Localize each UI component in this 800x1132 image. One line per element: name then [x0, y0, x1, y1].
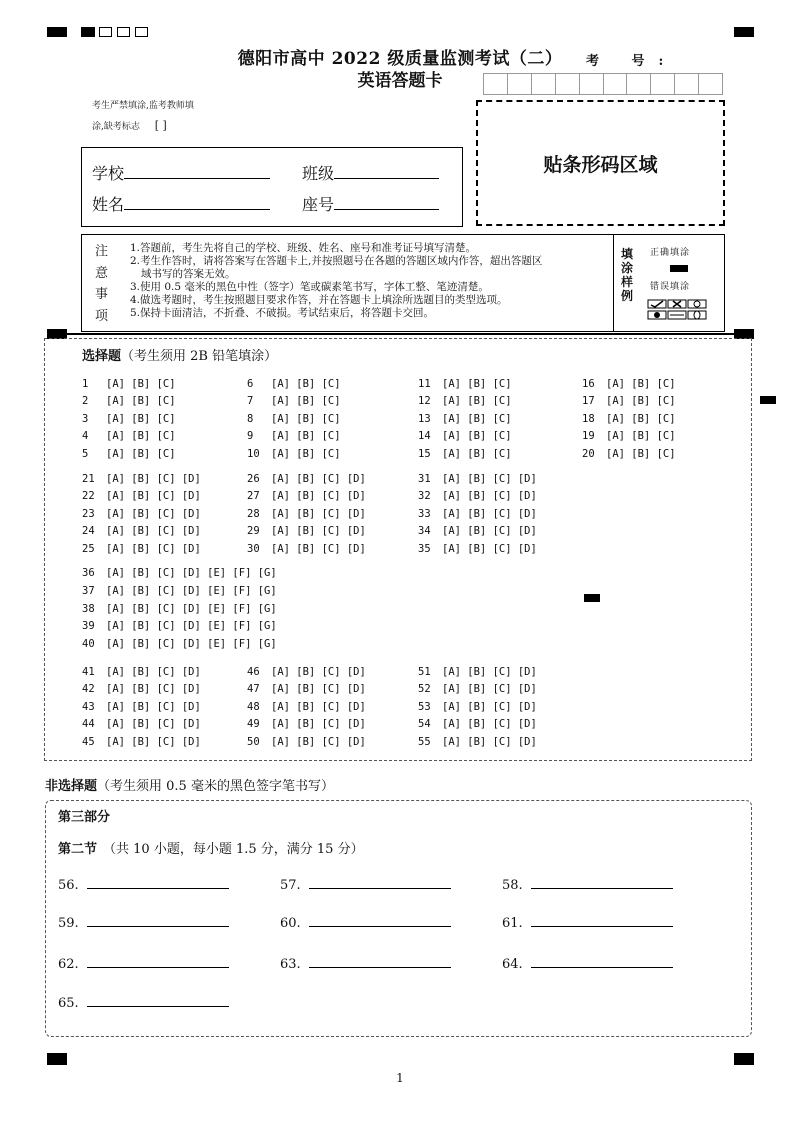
question-number: 50	[247, 735, 260, 748]
answer-options[interactable]: [A] [B] [C] [D]	[271, 507, 366, 520]
question-number: 33	[418, 507, 431, 520]
answer-options[interactable]: [A] [B] [C]	[106, 430, 176, 443]
choice-question-30[interactable]	[247, 543, 366, 555]
blank-line[interactable]	[309, 876, 451, 889]
question-number: 43	[82, 700, 95, 713]
answer-blank-63[interactable]	[280, 955, 451, 972]
blank-number: 63.	[280, 957, 301, 972]
blank-line[interactable]	[309, 914, 451, 927]
choice-question-45[interactable]	[82, 736, 201, 748]
answer-options[interactable]: [A] [B] [C] [D]	[442, 490, 537, 503]
question-number: 53	[418, 700, 431, 713]
blank-number: 62.	[58, 957, 79, 972]
exam-number-label: 考 号:	[586, 54, 678, 69]
answer-options[interactable]: [A] [B] [C]	[106, 378, 176, 390]
student-info-box	[81, 147, 463, 227]
question-number: 31	[418, 473, 431, 485]
choice-question-50[interactable]	[247, 736, 366, 748]
choice-question-41[interactable]	[82, 666, 201, 678]
blank-number: 59.	[58, 916, 79, 931]
question-number: 37	[82, 584, 95, 597]
barcode-area[interactable]	[476, 100, 725, 226]
answer-options[interactable]: [A] [B] [C] [D]	[271, 525, 366, 538]
correct-fill-icon	[670, 265, 688, 272]
barcode-label: 贴条形码区域	[543, 153, 658, 176]
choice-question-5[interactable]	[82, 448, 176, 460]
question-number: 15	[418, 447, 431, 460]
answer-options[interactable]: [A] [B] [C] [D]	[442, 700, 537, 713]
question-number: 30	[247, 542, 260, 555]
answer-options[interactable]: [A] [B] [C] [D] [E] [F] [G]	[106, 584, 277, 597]
answer-options[interactable]: [A] [B] [C]	[271, 378, 341, 390]
timing-mark	[47, 1053, 67, 1065]
question-number: 19	[582, 430, 595, 443]
blank-number: 56.	[58, 878, 79, 893]
answer-options[interactable]: [A] [B] [C]	[606, 447, 676, 460]
note-item: 1.答题前，考生先将自己的学校、班级、姓名、座号和准考证号填写清楚。	[130, 242, 477, 254]
choice-question-48[interactable]	[247, 701, 366, 713]
question-number: 48	[247, 700, 260, 713]
page-number: 1	[396, 1071, 404, 1085]
question-number: 34	[418, 525, 431, 538]
question-number: 26	[247, 473, 260, 485]
choice-question-18[interactable]	[582, 413, 676, 425]
answer-blank-65[interactable]	[58, 994, 229, 1011]
fill-example-panel	[613, 235, 724, 331]
notes-box	[81, 234, 725, 332]
question-number: 2	[82, 395, 89, 408]
answer-options[interactable]: [A] [B] [C] [D]	[442, 735, 537, 748]
notes-heading: 注 意 事 项	[95, 244, 109, 324]
question-number: 13	[418, 412, 431, 425]
question-number: 25	[82, 542, 95, 555]
answer-options[interactable]: [A] [B] [C]	[271, 395, 341, 408]
answer-options[interactable]: [A] [B] [C]	[106, 412, 176, 425]
answer-options[interactable]: [A] [B] [C]	[106, 447, 176, 460]
answer-options[interactable]: [A] [B] [C] [D]	[442, 718, 537, 731]
choice-question-52[interactable]	[418, 683, 537, 695]
choice-question-40[interactable]	[82, 638, 277, 650]
question-number: 21	[82, 473, 95, 485]
blank-line[interactable]	[531, 876, 673, 889]
answer-options[interactable]: [A] [B] [C] [D]	[442, 666, 537, 678]
blank-line[interactable]	[87, 994, 229, 1007]
choice-question-44[interactable]	[82, 718, 201, 730]
choice-question-20[interactable]	[582, 448, 676, 460]
answer-options[interactable]: [A] [B] [C] [D]	[106, 718, 201, 731]
answer-options[interactable]: [A] [B] [C]	[271, 430, 341, 443]
seat-field[interactable]: 座号	[302, 192, 439, 215]
answer-options[interactable]: [A] [B] [C] [D]	[271, 542, 366, 555]
wrong-fill-label: 错误填涂	[650, 282, 691, 292]
choice-question-49[interactable]	[247, 718, 366, 730]
choice-question-29[interactable]	[247, 525, 366, 537]
question-number: 32	[418, 490, 431, 503]
absent-warning-line1: 考生严禁填涂,监考教师填	[92, 101, 194, 111]
choice-section-title: 选择题（考生须用 2B 铅笔填涂）	[82, 349, 278, 364]
question-number: 35	[418, 542, 431, 555]
question-number: 22	[82, 490, 95, 503]
choice-question-39[interactable]	[82, 620, 277, 632]
choice-question-55[interactable]	[418, 736, 537, 748]
blank-number: 60.	[280, 916, 301, 931]
choice-question-25[interactable]	[82, 543, 201, 555]
answer-blank-64[interactable]	[502, 955, 673, 972]
question-number: 44	[82, 718, 95, 731]
answer-options[interactable]: [A] [B] [C] [D]	[442, 525, 537, 538]
choice-question-3[interactable]	[82, 413, 176, 425]
answer-options[interactable]: [A] [B] [C] [D]	[106, 542, 201, 555]
timing-mark	[760, 396, 776, 404]
choice-question-21[interactable]	[82, 473, 201, 485]
question-number: 38	[82, 602, 95, 615]
question-number: 12	[418, 395, 431, 408]
school-field[interactable]: 学校	[92, 161, 270, 184]
choice-question-31[interactable]	[418, 473, 537, 485]
answer-options[interactable]: [A] [B] [C] [D] [E] [F] [G]	[106, 567, 277, 579]
choice-question-14[interactable]	[418, 430, 512, 442]
choice-question-1[interactable]	[82, 378, 176, 390]
exam-number-grid[interactable]	[483, 73, 723, 95]
answer-options[interactable]: [A] [B] [C]	[442, 447, 512, 460]
question-number: 36	[82, 567, 95, 579]
choice-question-22[interactable]	[82, 490, 201, 502]
choice-question-33[interactable]	[418, 508, 537, 520]
answer-options[interactable]: [A] [B] [C]	[442, 378, 512, 390]
choice-question-16[interactable]	[582, 378, 676, 390]
choice-question-26[interactable]	[247, 473, 366, 485]
answer-options[interactable]: [A] [B] [C] [D]	[106, 700, 201, 713]
question-number: 40	[82, 638, 95, 651]
answer-blank-59[interactable]	[58, 914, 229, 931]
choice-question-15[interactable]	[418, 448, 512, 460]
choice-question-27[interactable]	[247, 490, 366, 502]
blank-line[interactable]	[87, 876, 229, 889]
blank-line[interactable]	[531, 914, 673, 927]
fill-example-heading: 填 涂 样 例	[621, 247, 634, 303]
blank-line[interactable]	[531, 955, 673, 968]
choice-question-38[interactable]	[82, 603, 277, 615]
answer-options[interactable]: [A] [B] [C]	[106, 395, 176, 408]
question-number: 6	[247, 378, 254, 390]
answer-options[interactable]: [A] [B] [C]	[606, 378, 676, 390]
answer-blank-62[interactable]	[58, 955, 229, 972]
class-field[interactable]: 班级	[302, 161, 439, 184]
answer-options[interactable]: [A] [B] [C] [D]	[106, 683, 201, 696]
page-title: 德阳市高中 2022 级质量监测考试（二）	[237, 49, 563, 69]
question-number: 29	[247, 525, 260, 538]
question-number: 11	[418, 378, 431, 390]
choice-question-23[interactable]	[82, 508, 201, 520]
question-number: 49	[247, 718, 260, 731]
answer-options[interactable]: [A] [B] [C] [D]	[442, 683, 537, 696]
question-number: 51	[418, 666, 431, 678]
question-number: 28	[247, 507, 260, 520]
name-field[interactable]: 姓名	[92, 192, 270, 215]
answer-options[interactable]: [A] [B] [C] [D]	[271, 666, 366, 678]
answer-blank-57[interactable]	[280, 876, 451, 893]
answer-options[interactable]: [A] [B] [C] [D]	[271, 683, 366, 696]
answer-options[interactable]: [A] [B] [C]	[442, 430, 512, 443]
choice-question-7[interactable]	[247, 395, 341, 407]
timing-box	[135, 27, 148, 37]
section-title: 第二节 （共 10 小题，每小题 1.5 分，满分 15 分）	[58, 842, 364, 857]
choice-question-17[interactable]	[582, 395, 676, 407]
timing-mark	[81, 27, 95, 37]
section-divider	[67, 333, 734, 335]
blank-number: 65.	[58, 996, 79, 1011]
question-number: 10	[247, 447, 260, 460]
question-number: 47	[247, 683, 260, 696]
blank-number: 64.	[502, 957, 523, 972]
choice-question-36[interactable]	[82, 567, 277, 579]
blank-number: 61.	[502, 916, 523, 931]
answer-options[interactable]: [A] [B] [C]	[271, 412, 341, 425]
question-number: 55	[418, 735, 431, 748]
question-number: 14	[418, 430, 431, 443]
wrong-fill-examples-icon	[647, 299, 717, 323]
choice-question-4[interactable]	[82, 430, 176, 442]
note-item: 2.考生作答时，请将答案写在答题卡上,并按照题号在各题的答题区域内作答，超出答题区	[130, 255, 543, 267]
choice-question-37[interactable]	[82, 585, 277, 597]
answer-blank-60[interactable]	[280, 914, 451, 931]
choice-question-2[interactable]	[82, 395, 176, 407]
question-number: 16	[582, 378, 595, 390]
answer-options[interactable]: [A] [B] [C]	[606, 395, 676, 408]
answer-options[interactable]: [A] [B] [C] [D]	[106, 735, 201, 748]
choice-question-11[interactable]	[418, 378, 512, 390]
choice-question-42[interactable]	[82, 683, 201, 695]
choice-question-35[interactable]	[418, 543, 537, 555]
answer-options[interactable]: [A] [B] [C] [D]	[106, 490, 201, 503]
answer-options[interactable]: [A] [B] [C] [D] [E] [F] [G]	[106, 602, 277, 615]
question-number: 41	[82, 666, 95, 678]
question-number: 27	[247, 490, 260, 503]
blank-line[interactable]	[87, 955, 229, 968]
answer-options[interactable]: [A] [B] [C]	[606, 412, 676, 425]
answer-blank-58[interactable]	[502, 876, 673, 893]
answer-options[interactable]: [A] [B] [C] [D]	[271, 700, 366, 713]
blank-line[interactable]	[309, 955, 451, 968]
choice-question-13[interactable]	[418, 413, 512, 425]
answer-blank-61[interactable]	[502, 914, 673, 931]
question-number: 23	[82, 507, 95, 520]
answer-options[interactable]: [A] [B] [C]	[271, 447, 341, 460]
absent-mark-bracket[interactable]: [ ]	[154, 119, 167, 132]
choice-question-34[interactable]	[418, 525, 537, 537]
timing-mark	[47, 27, 67, 37]
page-subtitle: 英语答题卡	[357, 71, 443, 91]
timing-box	[117, 27, 130, 37]
question-number: 46	[247, 666, 260, 678]
question-number: 3	[82, 412, 89, 425]
answer-options[interactable]: [A] [B] [C]	[606, 430, 676, 443]
choice-question-6[interactable]	[247, 378, 341, 390]
choice-question-53[interactable]	[418, 701, 537, 713]
absent-warning-text: 涂,缺考标志	[92, 122, 140, 132]
answer-options[interactable]: [A] [B] [C] [D] [E] [F] [G]	[106, 620, 277, 633]
choice-question-47[interactable]	[247, 683, 366, 695]
blank-number: 57.	[280, 878, 301, 893]
answer-options[interactable]: [A] [B] [C] [D]	[442, 507, 537, 520]
note-item: 域书写的答案无效。	[141, 268, 236, 280]
choice-question-10[interactable]	[247, 448, 341, 460]
answer-options[interactable]: [A] [B] [C] [D]	[271, 473, 366, 485]
answer-options[interactable]: [A] [B] [C] [D]	[442, 473, 537, 485]
question-number: 52	[418, 683, 431, 696]
choice-question-19[interactable]	[582, 430, 676, 442]
choice-question-51[interactable]	[418, 666, 537, 678]
question-number: 18	[582, 412, 595, 425]
question-number: 8	[247, 412, 254, 425]
note-item: 5.保持卡面清洁，不折叠、不破损。考试结束后，将答题卡交回。	[130, 307, 435, 319]
question-number: 54	[418, 718, 431, 731]
correct-fill-label: 正确填涂	[650, 248, 691, 258]
answer-options[interactable]: [A] [B] [C] [D]	[106, 525, 201, 538]
choice-question-32[interactable]	[418, 490, 537, 502]
answer-options[interactable]: [A] [B] [C] [D]	[271, 735, 366, 748]
question-number: 24	[82, 525, 95, 538]
timing-mark	[734, 27, 754, 37]
question-number: 9	[247, 430, 254, 443]
choice-question-54[interactable]	[418, 718, 537, 730]
absent-warning-line2	[92, 119, 167, 132]
choice-question-8[interactable]	[247, 413, 341, 425]
answer-options[interactable]: [A] [B] [C] [D]	[271, 490, 366, 503]
choice-question-28[interactable]	[247, 508, 366, 520]
question-number: 20	[582, 447, 595, 460]
answer-options[interactable]: [A] [B] [C]	[442, 395, 512, 408]
question-number: 42	[82, 683, 95, 696]
question-number: 5	[82, 447, 89, 460]
nonchoice-section-title: 非选择题（考生须用 0.5 毫米的黑色签字笔书写）	[45, 779, 334, 794]
note-item: 3.使用 0.5 毫米的黑色中性（签字）笔或碳素笔书写，字体工整、笔迹清楚。	[130, 281, 489, 293]
answer-blank-56[interactable]	[58, 876, 229, 893]
blank-line[interactable]	[87, 914, 229, 927]
answer-options[interactable]: [A] [B] [C] [D]	[106, 507, 201, 520]
question-number: 7	[247, 395, 254, 408]
answer-options[interactable]: [A] [B] [C] [D]	[106, 473, 201, 485]
answer-options[interactable]: [A] [B] [C] [D] [E] [F] [G]	[106, 638, 277, 651]
part-title: 第三部分	[58, 810, 111, 825]
choice-question-46[interactable]	[247, 666, 366, 678]
choice-question-12[interactable]	[418, 395, 512, 407]
note-item: 4.做选考题时，考生按照题目要求作答，并在答题卡上填涂所选题目的类型选项。	[130, 294, 508, 306]
timing-mark	[734, 1053, 754, 1065]
timing-box	[99, 27, 112, 37]
choice-question-9[interactable]	[247, 430, 341, 442]
answer-options[interactable]: [A] [B] [C] [D]	[271, 718, 366, 731]
question-number: 1	[82, 378, 89, 390]
answer-options[interactable]: [A] [B] [C] [D]	[442, 542, 537, 555]
question-number: 17	[582, 395, 595, 408]
question-number: 45	[82, 735, 95, 748]
notes-list	[130, 242, 610, 320]
question-number: 4	[82, 430, 89, 443]
answer-options[interactable]: [A] [B] [C]	[442, 412, 512, 425]
choice-question-43[interactable]	[82, 701, 201, 713]
choice-question-24[interactable]	[82, 525, 201, 537]
blank-number: 58.	[502, 878, 523, 893]
question-number: 39	[82, 620, 95, 633]
answer-options[interactable]: [A] [B] [C] [D]	[106, 666, 201, 678]
